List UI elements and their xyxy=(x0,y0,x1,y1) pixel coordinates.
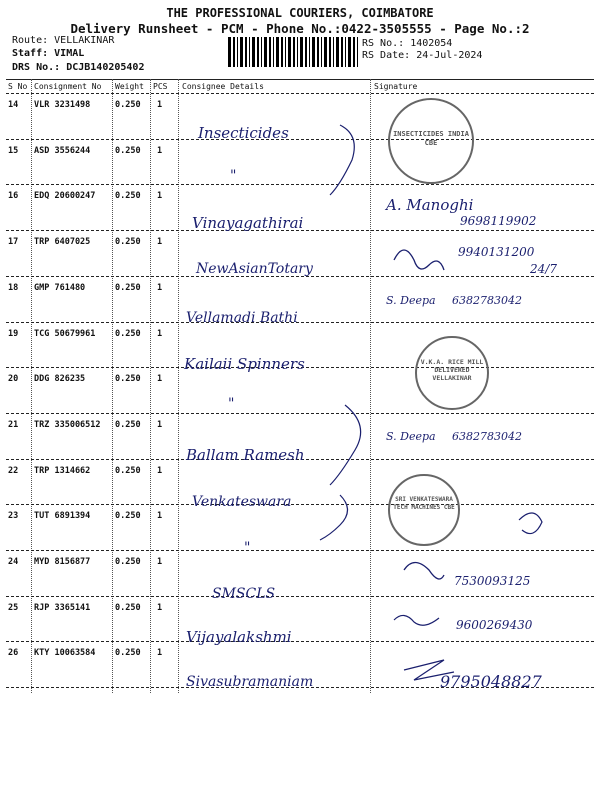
handwritten-consignee: Venkateswara xyxy=(192,494,292,510)
row-consignment-no: TUT 6891394 xyxy=(34,511,91,522)
row-pcs: 1 xyxy=(157,602,163,613)
rs-no-value: 1402054 xyxy=(410,38,453,49)
row-consignment-no: TCG 50679961 xyxy=(34,328,96,339)
handwritten-consignee: SMSCLS xyxy=(212,586,276,602)
row-weight: 0.250 xyxy=(115,602,141,613)
row-sno: 24 xyxy=(8,557,19,567)
handwritten-consignee: Vinayagathirai xyxy=(192,214,304,232)
staff-line xyxy=(12,48,84,59)
stamp-text: INSECTICIDES INDIA CBE xyxy=(393,130,469,147)
signature-phone: 9698119902 xyxy=(460,214,537,228)
signature-phone: 9600269430 xyxy=(456,618,533,632)
row-sno: 15 xyxy=(8,145,19,156)
signature: S. Deepa xyxy=(386,430,436,443)
table-top-border xyxy=(6,79,594,80)
header-divider xyxy=(6,93,594,94)
signature-phone: 6382783042 xyxy=(452,294,522,307)
handwritten-ditto: " xyxy=(228,396,235,412)
stamp-text: V.K.A. RICE MILL DELIVERED VELLAKINAR xyxy=(420,358,484,382)
runsheet-subtitle: Delivery Runsheet - PCM - Phone No.:0422-3505555 - Page No.:2 xyxy=(70,21,530,36)
row-weight: 0.250 xyxy=(115,648,141,659)
row-weight: 0.250 xyxy=(115,328,141,339)
handwritten-consignee: Vijayalakshmi xyxy=(186,628,292,646)
row-pcs: 1 xyxy=(157,282,163,293)
row-weight: 0.250 xyxy=(115,145,141,156)
row-sno: 22 xyxy=(8,465,19,476)
signature: S. Deepa xyxy=(386,294,436,307)
row-consignment-no: EDQ 20600247 xyxy=(34,191,96,202)
col-header-weight: Weight xyxy=(115,82,144,91)
col-header-pcs: PCS xyxy=(153,82,168,91)
row-pcs: 1 xyxy=(157,100,163,110)
row-pcs: 1 xyxy=(157,328,163,339)
row-sno: 18 xyxy=(8,282,19,293)
row-pcs: 1 xyxy=(157,557,163,567)
row-sno: 17 xyxy=(8,237,19,248)
rs-date-value: 24-Jul-2024 xyxy=(416,50,483,61)
handwritten-consignee: Sivasubramaniam xyxy=(186,674,314,690)
rs-no-label: RS No.: xyxy=(362,38,405,49)
row-pcs: 1 xyxy=(157,511,163,522)
signature-phone: 9795048827 xyxy=(440,672,542,691)
handwritten-consignee: Insecticides xyxy=(198,124,289,142)
row-consignment-no: TRP 1314662 xyxy=(34,465,91,476)
signature-phone: 9940131200 xyxy=(458,245,535,259)
row-sno: 20 xyxy=(8,374,19,385)
rs-date-line xyxy=(362,50,482,61)
row-sno: 14 xyxy=(8,100,19,110)
drs-label: DRS No.: xyxy=(12,62,61,73)
company-stamp xyxy=(388,98,474,184)
staff-value: VIMAL xyxy=(54,48,85,59)
route-label: Route: xyxy=(12,35,49,46)
row-weight: 0.250 xyxy=(115,191,141,202)
row-consignment-no: VLR 3231498 xyxy=(34,100,91,110)
row-sno: 16 xyxy=(8,191,19,202)
row-consignment-no: RJP 3365141 xyxy=(34,602,91,613)
row-sno: 23 xyxy=(8,511,19,522)
rs-date-label: RS Date: xyxy=(362,50,411,61)
col-header-signature: Signature xyxy=(374,82,418,91)
row-consignment-no: KTY 10063584 xyxy=(34,648,96,659)
signature-phone: 6382783042 xyxy=(452,430,522,443)
row-consignment-no: GMP 761480 xyxy=(34,282,86,293)
handwritten-ditto: " xyxy=(230,168,237,184)
row-pcs: 1 xyxy=(157,191,163,202)
handwritten-ditto: " xyxy=(244,540,251,556)
row-pcs: 1 xyxy=(157,648,163,659)
handwritten-consignee: NewAsianTotary xyxy=(196,261,313,277)
route-value: VELLAKINAR xyxy=(54,35,115,46)
handwritten-consignee: Ballam Ramesh xyxy=(186,446,305,464)
ditto-brackets xyxy=(300,115,380,555)
row-pcs: 1 xyxy=(157,465,163,476)
row-weight: 0.250 xyxy=(115,237,141,248)
row-consignment-no: DDG 826235 xyxy=(34,374,86,385)
row-sno: 19 xyxy=(8,328,19,339)
drs-value: DCJB140205402 xyxy=(66,62,145,73)
row-weight: 0.250 xyxy=(115,419,141,430)
signature-date: 24/7 xyxy=(530,262,557,276)
signature-scribbles xyxy=(384,240,594,700)
company-title: THE PROFESSIONAL COURIERS, COIMBATORE xyxy=(166,6,434,20)
signature-phone: 7530093125 xyxy=(454,574,531,588)
route-line xyxy=(12,35,114,46)
handwritten-consignee: Vellamadi Bathi xyxy=(186,310,298,326)
row-weight: 0.250 xyxy=(115,282,141,293)
row-pcs: 1 xyxy=(157,237,163,248)
row-pcs: 1 xyxy=(157,145,163,156)
row-weight: 0.250 xyxy=(115,465,141,476)
rs-no-line xyxy=(362,38,452,49)
row-pcs: 1 xyxy=(157,374,163,385)
row-sno: 21 xyxy=(8,419,19,430)
row-consignment-no: TRZ 335006512 xyxy=(34,419,101,430)
row-consignment-no: ASD 3556244 xyxy=(34,145,91,156)
row-weight: 0.250 xyxy=(115,100,141,110)
barcode xyxy=(228,37,358,67)
row-sno: 25 xyxy=(8,602,19,613)
row-weight: 0.250 xyxy=(115,557,141,567)
col-divider xyxy=(150,79,151,693)
col-divider xyxy=(178,79,179,693)
staff-label: Staff: xyxy=(12,48,49,59)
row-weight: 0.250 xyxy=(115,511,141,522)
col-divider xyxy=(31,79,32,693)
col-header-sno: S No xyxy=(8,82,28,91)
signature: A. Manoghi xyxy=(386,196,474,214)
row-consignment-no: TRP 6407025 xyxy=(34,237,91,248)
col-header-consignee: Consignee Details xyxy=(182,82,264,91)
row-sno: 26 xyxy=(8,648,19,659)
handwritten-consignee: Kailaii Spinners xyxy=(184,355,305,373)
row-pcs: 1 xyxy=(157,419,163,430)
drs-line xyxy=(12,62,144,73)
stamp-text: SRI VENKATESWARA TECH MACHINES CBE xyxy=(393,496,455,511)
row-weight: 0.250 xyxy=(115,374,141,385)
col-header-consignment: Consignment No xyxy=(34,82,102,91)
row-consignment-no: MYD 8156877 xyxy=(34,557,91,567)
col-divider xyxy=(112,79,113,693)
